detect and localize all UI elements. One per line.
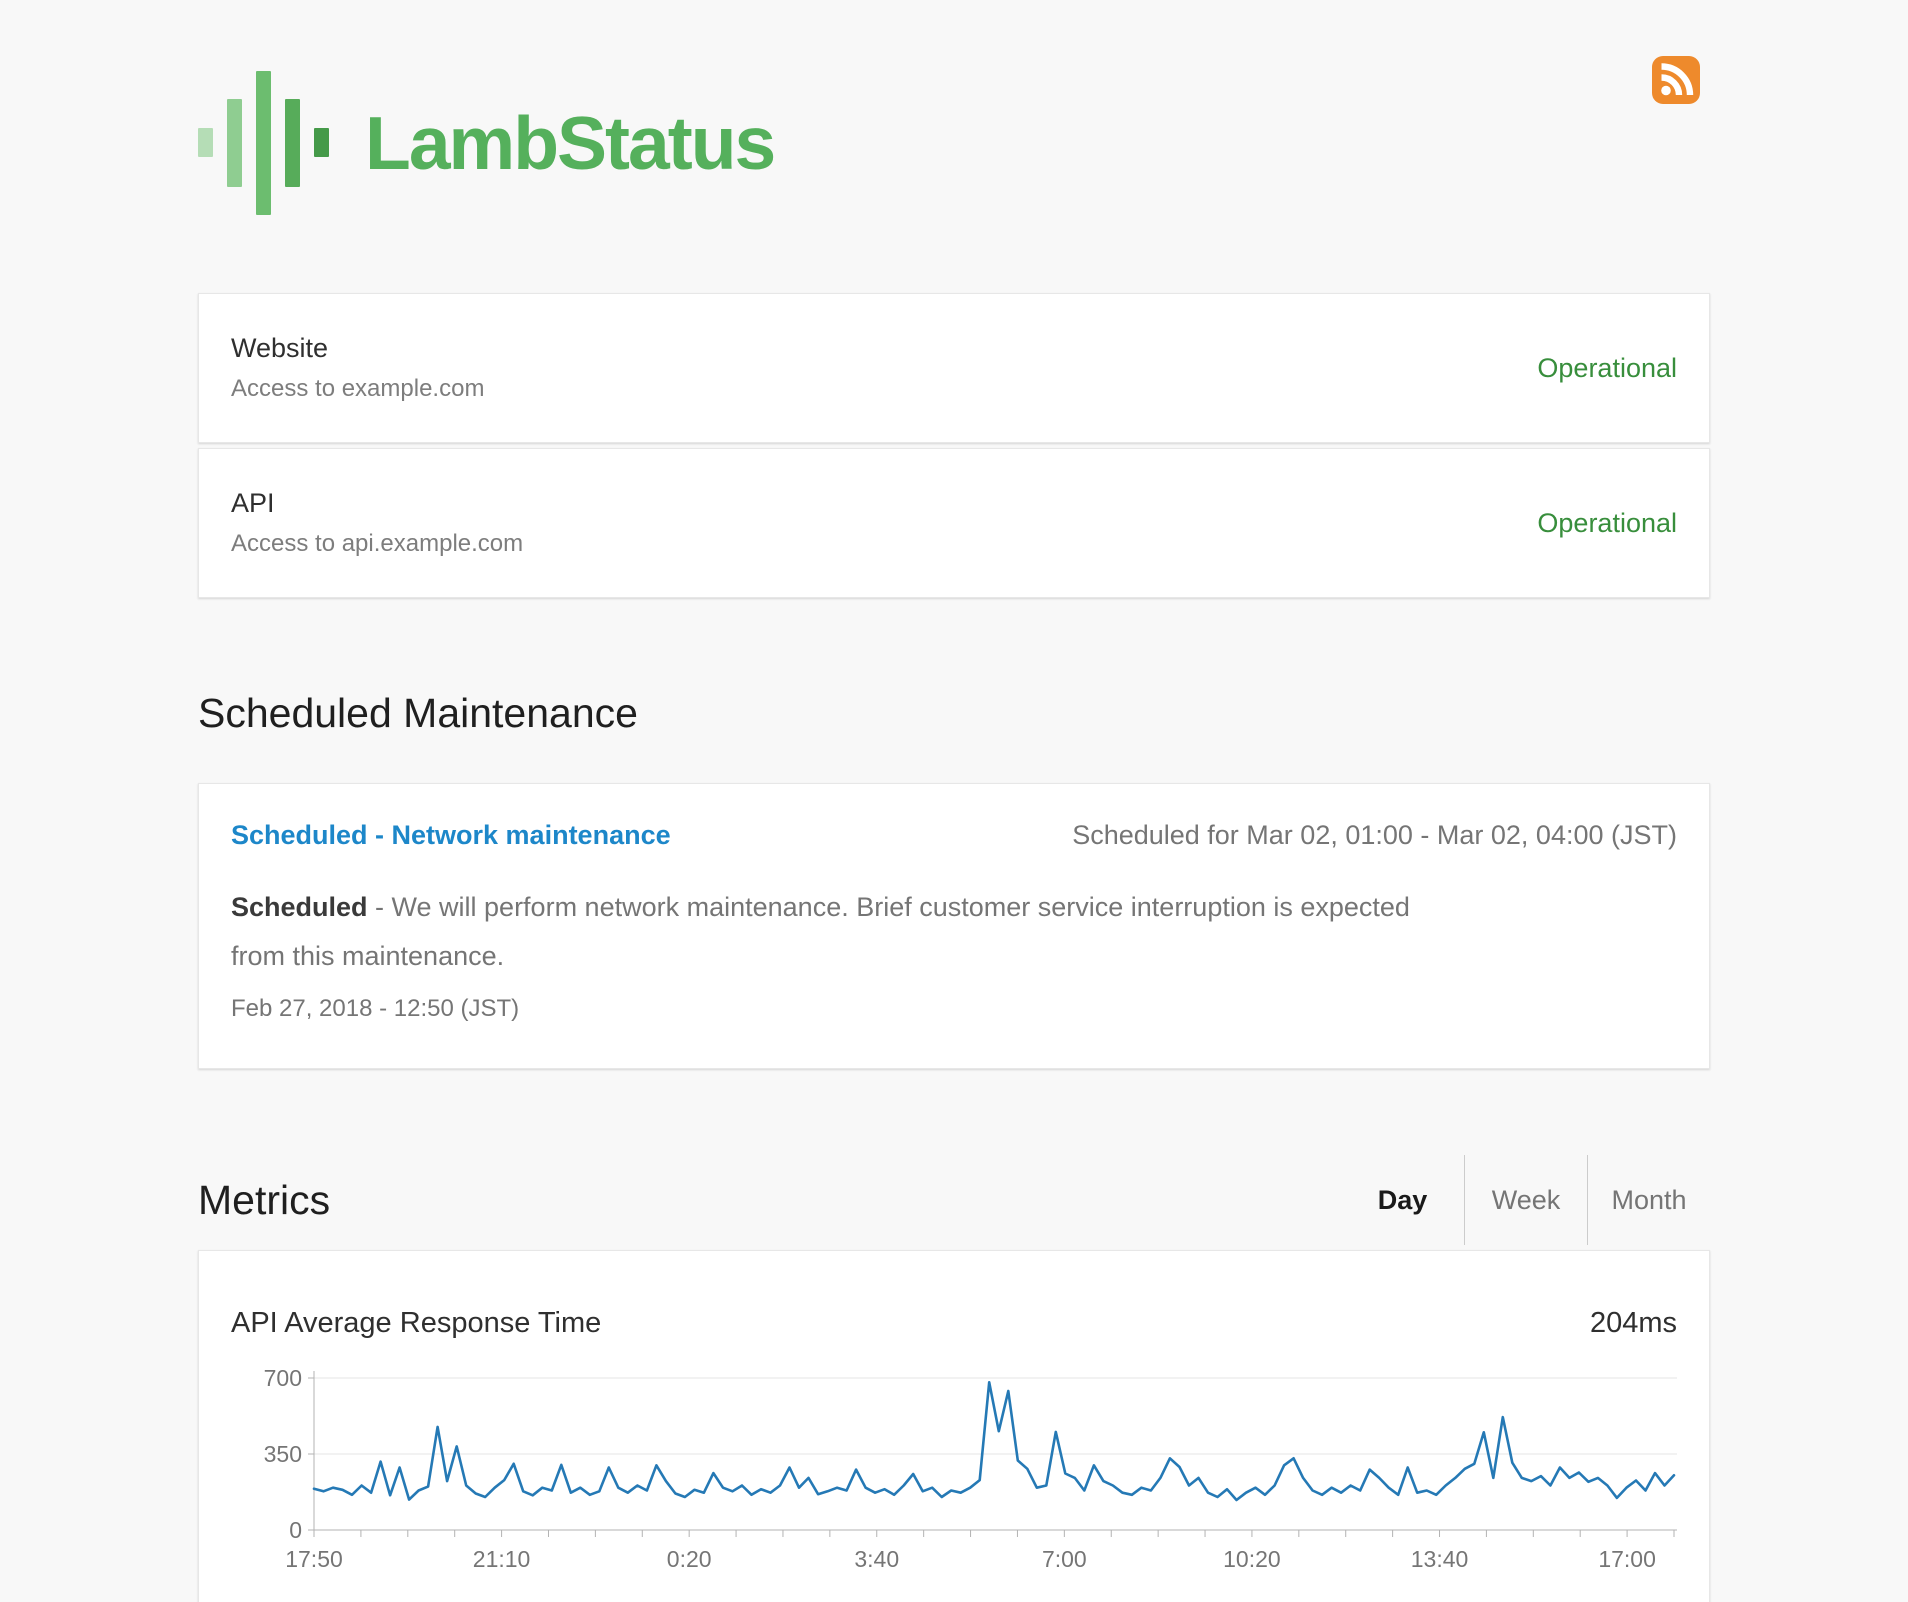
metric-card: [198, 1250, 1710, 1602]
services-list: [198, 293, 1710, 598]
svg-text:17:50: 17:50: [285, 1546, 343, 1572]
svg-text:350: 350: [263, 1441, 302, 1467]
metrics-header-row: [198, 1155, 1710, 1245]
maintenance-updated-at: Feb 27, 2018 - 12:50 (JST): [231, 995, 520, 1022]
maintenance-title-row: [231, 820, 1677, 851]
tab-day[interactable]: Day: [1377, 1185, 1428, 1215]
svg-text:10:20: 10:20: [1223, 1546, 1281, 1572]
status-badge: Operational: [1537, 352, 1677, 383]
svg-text:13:40: 13:40: [1410, 1546, 1469, 1572]
logo-bar: [198, 128, 213, 157]
metrics-heading: Metrics: [198, 1176, 331, 1223]
logo-bar: [227, 99, 242, 187]
service-info: [231, 488, 523, 558]
svg-text:0: 0: [289, 1517, 302, 1543]
svg-text:7:00: 7:00: [1041, 1546, 1087, 1572]
logo-bar: [314, 128, 329, 157]
svg-text:700: 700: [263, 1365, 302, 1391]
brand-logo: [198, 70, 774, 215]
service-row-website: [198, 293, 1710, 443]
tab-week[interactable]: Week: [1464, 1155, 1587, 1245]
metric-title-row: [231, 1307, 1677, 1340]
brand-name: LambStatus: [365, 100, 775, 185]
svg-text:0:20: 0:20: [666, 1546, 712, 1572]
tab-month[interactable]: Month: [1587, 1155, 1710, 1245]
maintenance-schedule: Scheduled for Mar 02, 01:00 - Mar 02, 04:00 (JST): [1072, 820, 1677, 850]
status-badge: Operational: [1537, 507, 1677, 538]
service-info: [231, 333, 484, 403]
scheduled-maintenance-heading: Scheduled Maintenance: [198, 690, 638, 736]
svg-text:21:10: 21:10: [472, 1546, 531, 1572]
maintenance-card: [198, 783, 1710, 1069]
service-name: Website: [231, 333, 329, 363]
page: [198, 0, 1710, 1602]
svg-text:17:00: 17:00: [1598, 1546, 1656, 1572]
equalizer-bars-icon: [198, 70, 343, 215]
header: [198, 0, 1710, 293]
logo-bar: [256, 71, 271, 215]
maintenance-title-link[interactable]: Scheduled - Network maintenance: [231, 820, 671, 850]
metrics-period-tabs: [1341, 1155, 1710, 1245]
svg-text:3:40: 3:40: [854, 1546, 900, 1572]
service-row-api: [198, 448, 1710, 598]
rss-feed-icon[interactable]: [1652, 56, 1700, 104]
metric-current-value: 204ms: [1589, 1307, 1677, 1339]
response-time-chart: [231, 1364, 1677, 1579]
maintenance-status-label: Scheduled: [231, 892, 368, 922]
metric-title: API Average Response Time: [231, 1307, 602, 1339]
service-description: Access to example.com: [231, 375, 485, 402]
maintenance-message-text: - We will perform network maintenance. Brief customer service interruption is expected from this maintenance.: [231, 892, 1410, 971]
service-name: API: [231, 488, 275, 518]
service-description: Access to api.example.com: [231, 530, 524, 557]
maintenance-message: [231, 883, 1416, 981]
logo-bar: [285, 99, 300, 187]
